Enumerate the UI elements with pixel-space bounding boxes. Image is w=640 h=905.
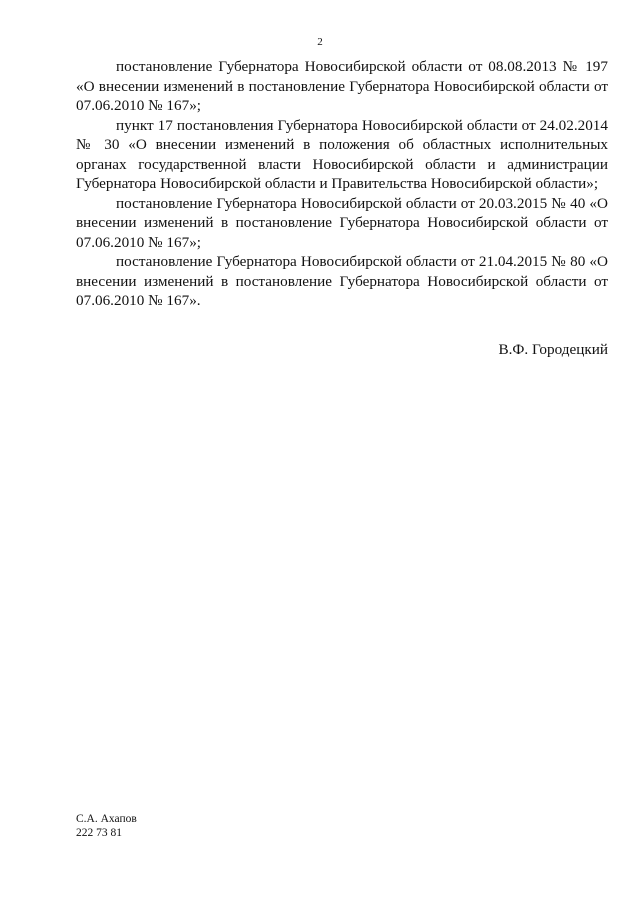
executor-phone: 222 73 81 <box>76 827 122 839</box>
signature-name: В.Ф. Городецкий <box>498 341 608 358</box>
paragraph-resolution-197: постановление Губернатора Новосибирской области от 08.08.2013 № 197 «О внесении изменений в постановление Губернатора Новосибирской области от 07.06.2010 № 167»; <box>76 58 608 114</box>
document-body <box>76 57 608 311</box>
paragraph-resolution-40: постановление Губернатора Новосибирской области от 20.03.2015 № 40 «О внесении изменений в постановление Губернатора Новосибирской области от 07.06.2010 № 167»; <box>76 194 608 251</box>
paragraph-resolution-80: постановление Губернатора Новосибирской области от 21.04.2015 № 80 «О внесении изменений в постановление Губернатора Новосибирской области от 07.06.2010 № 167». <box>76 253 608 309</box>
paragraph-item-17: пункт 17 постановления Губернатора Новосибирской области от 24.02.2014 № 30 «О внесении изменений в положения об областных исполнительных органах государственной власти Новосибирской области и администрации Губернатора Новосибирской области и Правительства Новосибирской области»; <box>76 116 608 192</box>
executor-footer <box>76 812 137 840</box>
page-number: 2 <box>317 36 323 48</box>
executor-name: С.А. Ахапов <box>76 813 137 825</box>
